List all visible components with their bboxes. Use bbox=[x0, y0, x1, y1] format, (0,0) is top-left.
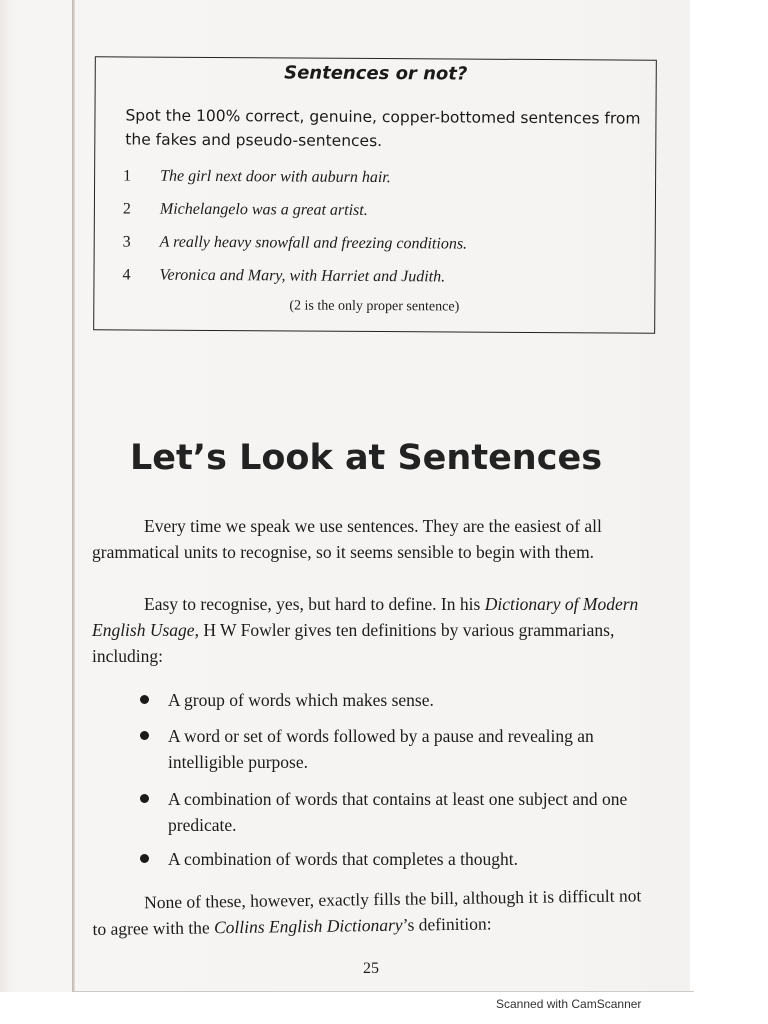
paragraph-text: , H W Fowler gives ten definitions by various grammarians, including: bbox=[92, 620, 615, 666]
paragraph-text: Easy to recognise, yes, but hard to define. In his bbox=[144, 594, 485, 614]
sentences-quiz-box bbox=[93, 56, 657, 333]
body-paragraph-2 bbox=[92, 591, 652, 669]
body-paragraph-3 bbox=[92, 882, 653, 942]
scan-margin-bottom bbox=[0, 992, 768, 1024]
section-heading: Let’s Look at Sentences bbox=[130, 438, 603, 478]
book-title: Dictionary of Modern English Usage bbox=[92, 594, 639, 640]
quiz-example-text: A really heavy snowfall and freezing conditions. bbox=[159, 233, 468, 253]
quiz-example-text: The girl next door with auburn hair. bbox=[160, 167, 391, 187]
quiz-example-number: 3 bbox=[122, 233, 131, 251]
bullet-icon bbox=[140, 695, 149, 704]
body-paragraph-1 bbox=[92, 513, 652, 565]
paragraph-text: Every time we speak we use sentences. They are the easiest of all grammatical units to recognise, so it seems sensible to begin with them. bbox=[92, 516, 602, 562]
definition-text: A group of words which makes sense. bbox=[168, 690, 434, 710]
bullet-icon bbox=[140, 731, 149, 740]
quiz-box-intro: Spot the 100% correct, genuine, copper-bottomed sentences from the fakes and pseudo-sentences. bbox=[125, 106, 641, 151]
quiz-example-number: 2 bbox=[122, 200, 131, 218]
bullet-icon bbox=[140, 794, 149, 803]
quiz-example-number: 4 bbox=[122, 266, 131, 284]
definition-text: A combination of words that contains at least one subject and one predicate. bbox=[168, 789, 628, 835]
book-title: Collins English Dictionary bbox=[213, 914, 403, 938]
quiz-box-title: Sentences or not? bbox=[284, 62, 468, 85]
book-spine-shadow bbox=[72, 0, 75, 1000]
scanner-watermark: Scanned with CamScanner bbox=[496, 997, 642, 1011]
paragraph-text: ’s definition: bbox=[402, 913, 492, 935]
page-number: 25 bbox=[363, 960, 379, 977]
quiz-example-text: Michelangelo was a great artist. bbox=[159, 200, 368, 219]
definition-text: A word or set of words followed by a pause and revealing an intelligible purpose. bbox=[168, 726, 594, 772]
quiz-answer: (2 is the only proper sentence) bbox=[289, 298, 460, 315]
paragraph-text: None of these, however, exactly fills the bill, although it is difficult not to agree with the bbox=[92, 885, 642, 939]
quiz-example-text: Veronica and Mary, with Harriet and Judith. bbox=[159, 266, 446, 286]
definition-text: A combination of words that completes a thought. bbox=[168, 849, 518, 869]
scan-margin-right bbox=[690, 0, 768, 1000]
quiz-example-number: 1 bbox=[123, 167, 132, 185]
bullet-icon bbox=[140, 854, 149, 863]
page-bottom-edge bbox=[74, 991, 694, 992]
